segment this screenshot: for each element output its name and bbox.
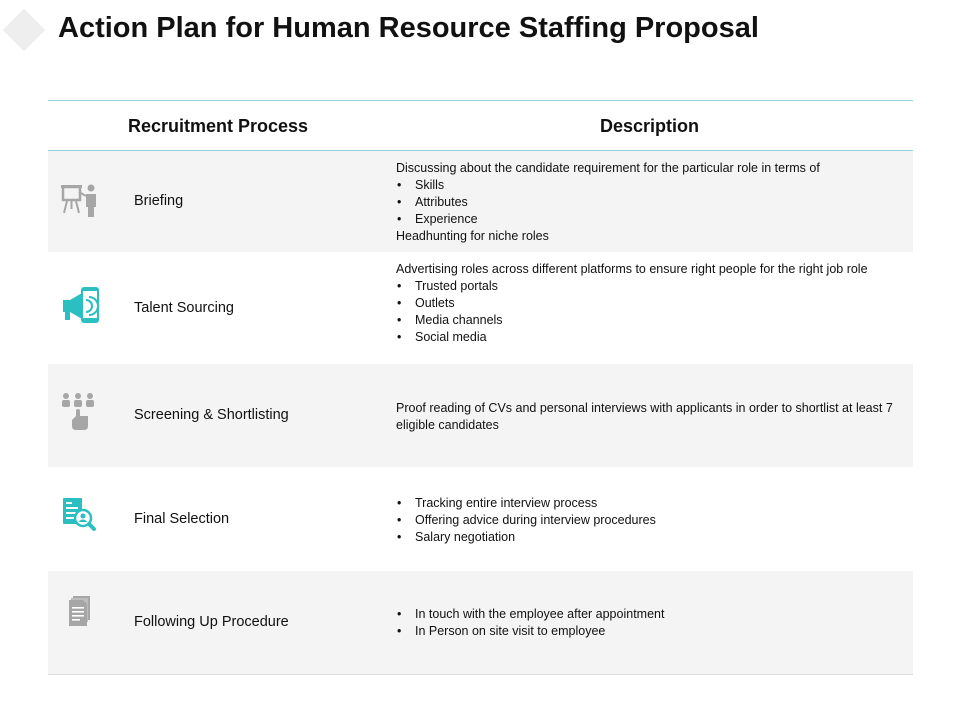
row-label: Talent Sourcing: [134, 300, 234, 316]
list-item: • Trusted portals: [396, 278, 906, 295]
description-text: Discussing about the candidate requirement for the particular role in terms of: [396, 161, 820, 175]
list-item: • Social media: [396, 329, 906, 346]
table-row-briefing: [48, 151, 913, 252]
bullet-list: [396, 177, 906, 228]
table-row-following-up: [48, 571, 913, 675]
row-description: [396, 606, 906, 640]
description-text: Advertising roles across different platforms to ensure right people for the right job role: [396, 262, 868, 276]
list-item: • Outlets: [396, 295, 906, 312]
people-select-icon: [60, 392, 100, 432]
row-label: Following Up Procedure: [134, 614, 289, 630]
row-description: [396, 261, 906, 346]
table-header: [48, 101, 913, 151]
list-item: • Offering advice during interview procedures: [396, 512, 906, 529]
row-label: Screening & Shortlisting: [134, 407, 289, 423]
table-row-screening: [48, 364, 913, 467]
bullet-list: [396, 278, 906, 346]
row-label: Briefing: [134, 193, 184, 209]
row-description: [396, 495, 906, 546]
decorative-diamond: [3, 9, 45, 51]
page-title: Action Plan for Human Resource Staffing Proposal: [58, 12, 759, 44]
row-label: Final Selection: [134, 511, 230, 527]
table-row-talent-sourcing: [48, 252, 913, 364]
list-item: • Salary negotiation: [396, 529, 906, 546]
list-item: • Tracking entire interview process: [396, 495, 906, 512]
recruitment-table: [48, 100, 913, 675]
description-text: Headhunting for niche roles: [396, 229, 549, 243]
table-row-final-selection: [48, 467, 913, 571]
header-recruitment-process: Recruitment Process: [127, 116, 309, 136]
resume-search-icon: [60, 496, 100, 536]
row-description: [396, 160, 906, 245]
documents-icon: [60, 596, 100, 636]
row-description: [396, 400, 906, 434]
bullet-list: [396, 495, 906, 546]
list-item: • Attributes: [396, 194, 906, 211]
description-text: Proof reading of CVs and personal interviews with applicants in order to shortlist at least 7 eligible candidates: [396, 401, 893, 432]
header-description: Description: [599, 116, 700, 136]
presentation-icon: [60, 181, 100, 221]
list-item: • In touch with the employee after appointment: [396, 606, 906, 623]
list-item: • Media channels: [396, 312, 906, 329]
bullet-list: [396, 606, 906, 640]
list-item: • Experience: [396, 211, 906, 228]
list-item: • Skills: [396, 177, 906, 194]
list-item: • In Person on site visit to employee: [396, 623, 906, 640]
megaphone-icon: [60, 286, 100, 326]
